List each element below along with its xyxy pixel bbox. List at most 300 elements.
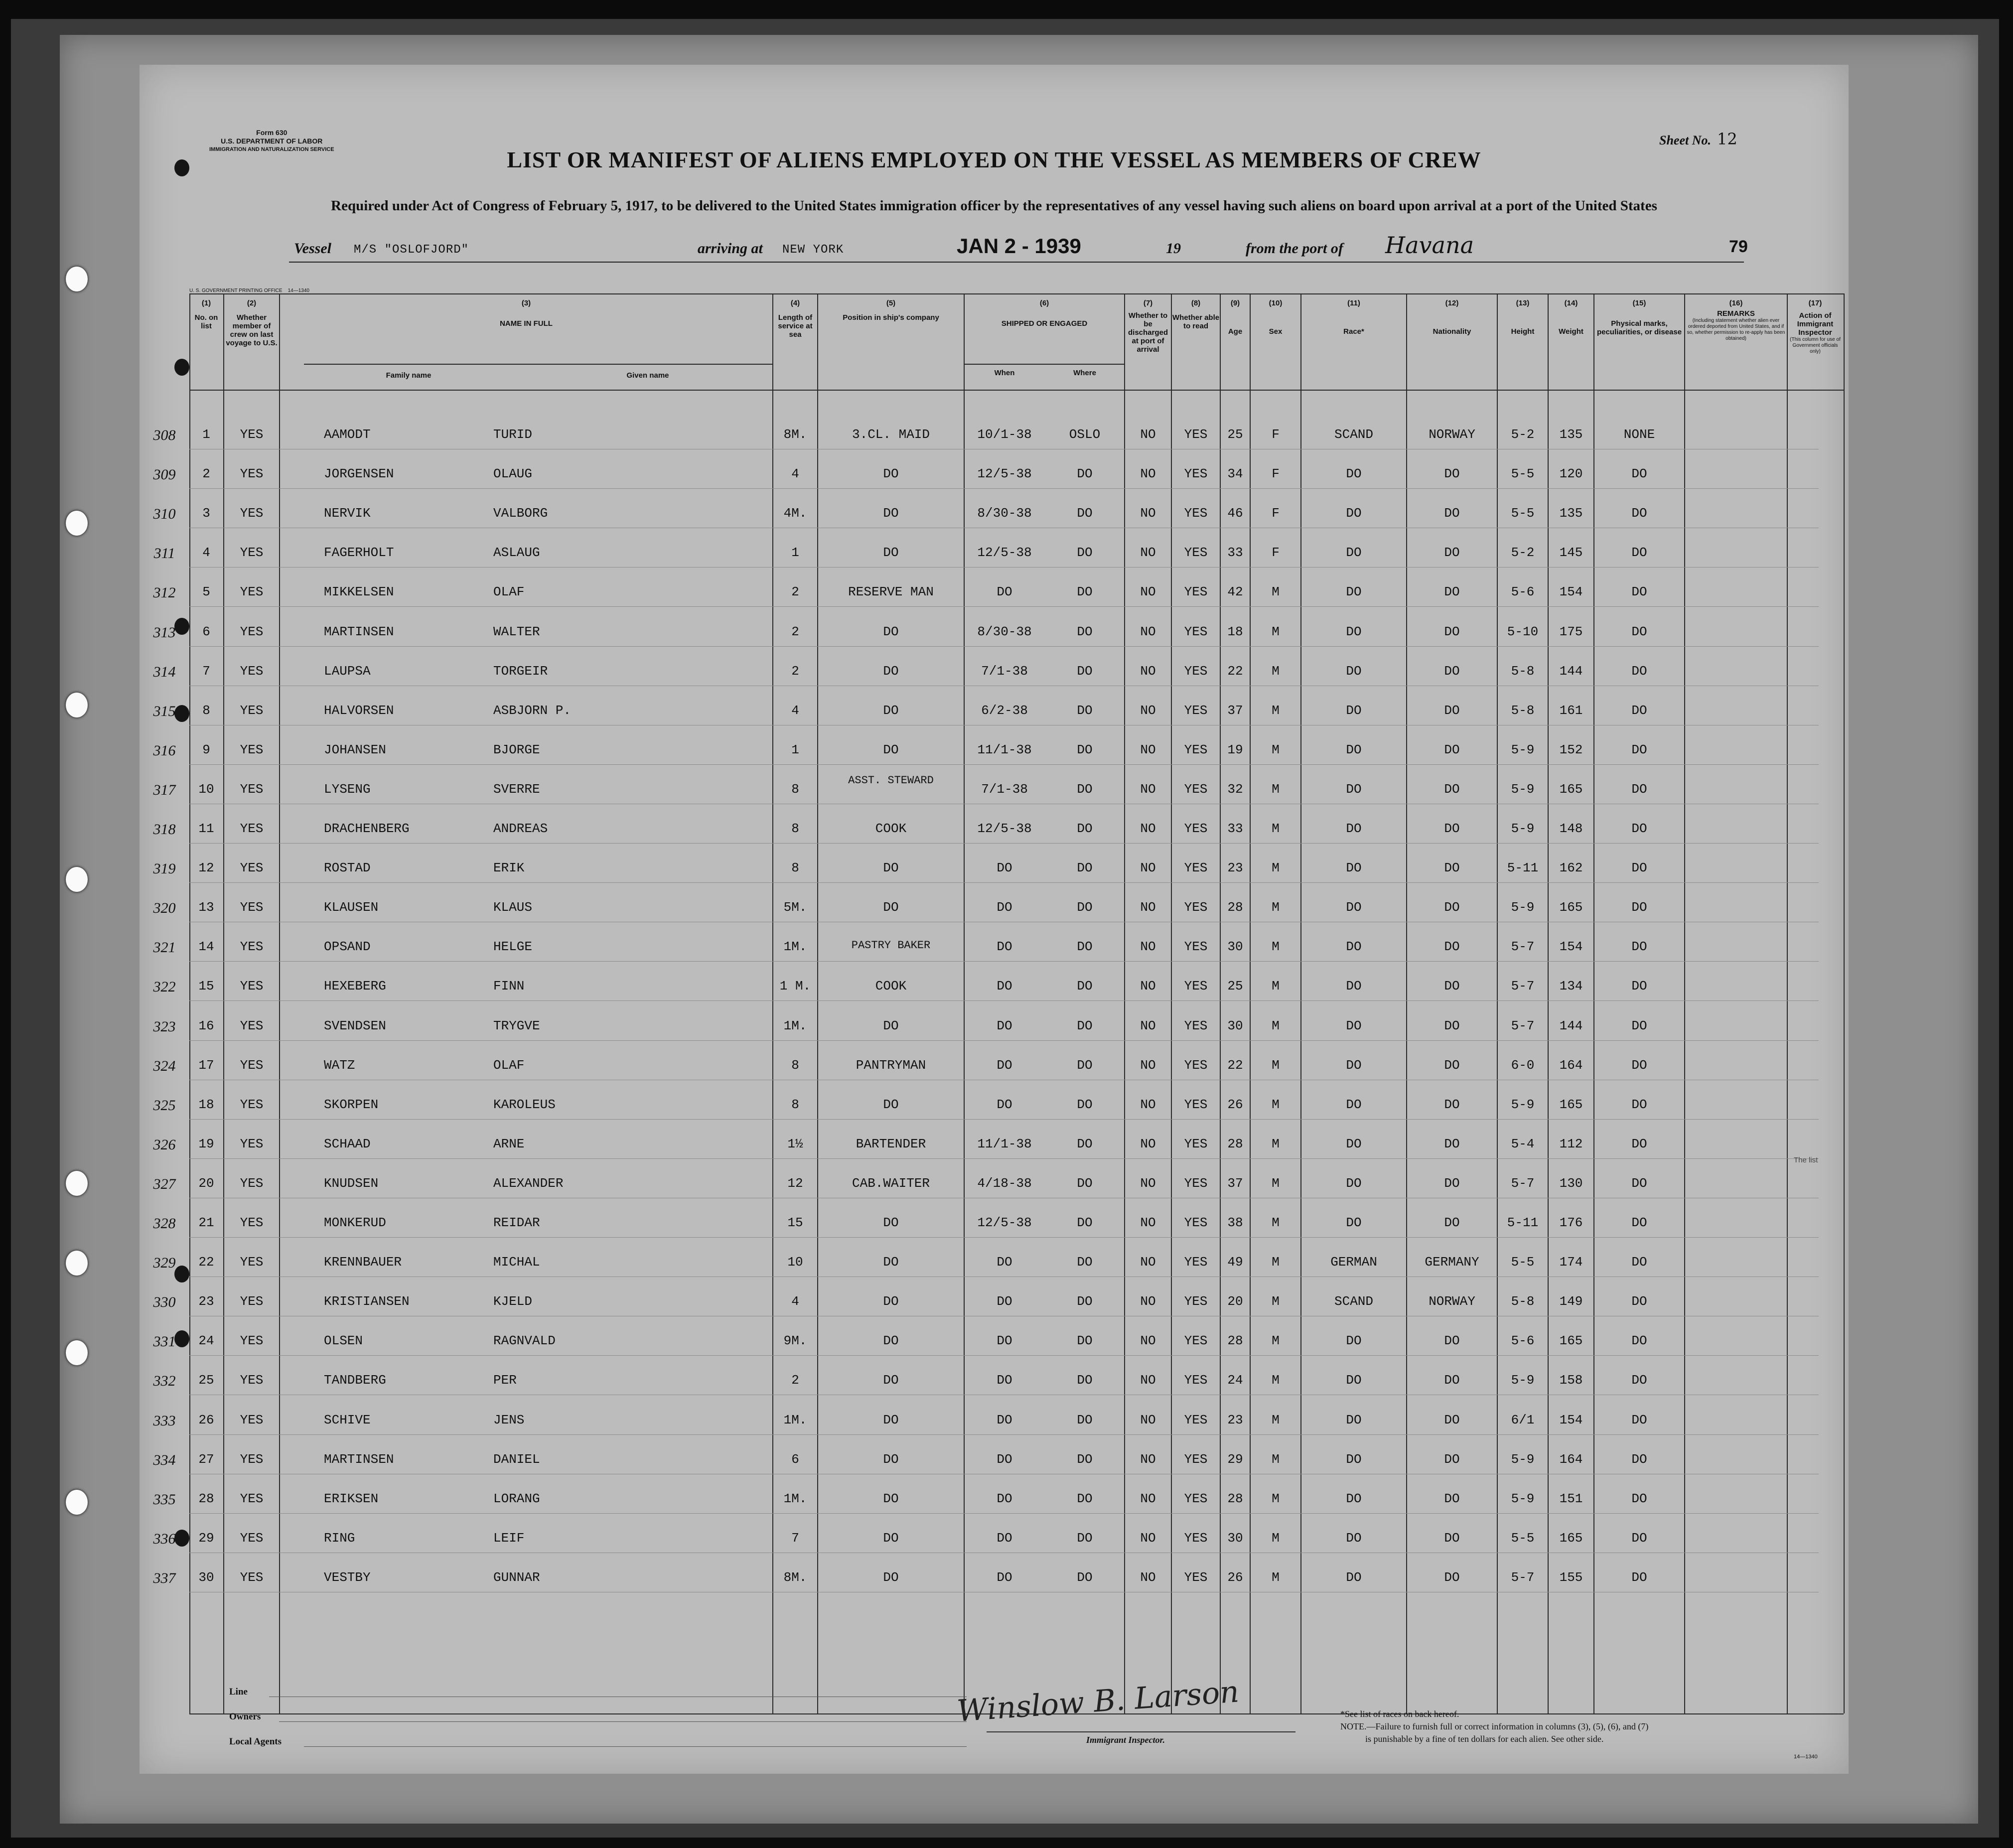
row-discharged: NO <box>1140 939 1156 954</box>
row-weight: 174 <box>1559 1255 1583 1270</box>
row-family-name: JOHANSEN <box>324 742 386 757</box>
row-weight: 154 <box>1559 939 1583 954</box>
row-service-length: 8 <box>791 1058 799 1073</box>
row-service-length: 8 <box>791 860 799 875</box>
service-name: IMMIGRATION AND NATURALIZATION SERVICE <box>209 146 334 152</box>
row-last-voyage: YES <box>240 584 264 599</box>
row-shipped-where: DO <box>1077 742 1093 757</box>
row-sex: M <box>1272 1018 1280 1033</box>
page-subtitle: Required under Act of Congress of February 5, 1917, to be delivered to the United States immigration officer by the representatives of any vessel having such aliens on board upon arrival at a port of the United States <box>331 198 1657 214</box>
row-age: 30 <box>1227 1531 1243 1546</box>
row-weight: 148 <box>1559 821 1583 836</box>
row-physical-marks: DO <box>1631 1176 1647 1191</box>
row-discharged: NO <box>1140 860 1156 875</box>
printing-office: U. S. GOVERNMENT PRINTING OFFICE 14—1340 <box>189 288 309 293</box>
row-able-to-read: YES <box>1184 742 1208 757</box>
row-age: 28 <box>1227 900 1243 915</box>
row-service-length: 2 <box>791 624 799 639</box>
row-position: BARTENDER <box>856 1137 926 1151</box>
row-able-to-read: YES <box>1184 860 1208 875</box>
arrival-date-stamp: JAN 2 - 1939 <box>957 234 1081 258</box>
row-shipped-where: DO <box>1077 624 1093 639</box>
row-shipped-when: 10/1-38 <box>977 427 1032 442</box>
row-rule <box>189 1237 1819 1238</box>
row-position: DO <box>883 1018 899 1033</box>
row-rule <box>189 764 1819 765</box>
row-number: 27 <box>198 1452 214 1467</box>
binder-hole <box>66 693 88 717</box>
row-family-name: KNUDSEN <box>324 1176 379 1191</box>
row-number: 23 <box>198 1294 214 1309</box>
row-weight: 149 <box>1559 1294 1583 1309</box>
row-able-to-read: YES <box>1184 703 1208 718</box>
row-shipped-where: DO <box>1077 1294 1093 1309</box>
row-last-voyage: YES <box>240 1294 264 1309</box>
row-nationality: DO <box>1444 1137 1460 1151</box>
row-rule <box>189 961 1819 962</box>
row-weight: 145 <box>1559 545 1583 560</box>
row-sex: M <box>1272 821 1280 836</box>
row-nationality: DO <box>1444 466 1460 481</box>
footer-rule <box>279 1721 967 1722</box>
column-rule <box>1787 293 1788 1713</box>
row-nationality: DO <box>1444 860 1460 875</box>
row-nationality: DO <box>1444 624 1460 639</box>
row-discharged: NO <box>1140 427 1156 442</box>
row-shipped-where: DO <box>1077 1413 1093 1427</box>
row-position: DO <box>883 1215 899 1230</box>
row-race: GERMAN <box>1330 1255 1377 1270</box>
row-position: PANTRYMAN <box>856 1058 926 1073</box>
row-sex: F <box>1272 506 1280 521</box>
row-discharged: NO <box>1140 1531 1156 1546</box>
row-physical-marks: DO <box>1631 1137 1647 1151</box>
row-height: 5-9 <box>1511 900 1535 915</box>
row-able-to-read: YES <box>1184 466 1208 481</box>
row-height: 5-7 <box>1511 939 1535 954</box>
row-last-voyage: YES <box>240 939 264 954</box>
row-service-length: 4 <box>791 466 799 481</box>
header-rule <box>965 364 1124 365</box>
footer-local-agents-label: Local Agents <box>229 1736 282 1747</box>
row-weight: 120 <box>1559 466 1583 481</box>
row-ref-number: 328 <box>153 1215 176 1232</box>
row-position: COOK <box>875 821 907 836</box>
row-shipped-where: DO <box>1077 1176 1093 1191</box>
row-weight: 154 <box>1559 1413 1583 1427</box>
row-height: 5-4 <box>1511 1137 1535 1151</box>
row-sex: M <box>1272 782 1280 797</box>
row-able-to-read: YES <box>1184 1413 1208 1427</box>
row-age: 37 <box>1227 703 1243 718</box>
row-shipped-where: DO <box>1077 506 1093 521</box>
row-shipped-when: DO <box>997 1452 1012 1467</box>
row-family-name: LYSENG <box>324 782 371 797</box>
row-sex: M <box>1272 1058 1280 1073</box>
row-family-name: SVENDSEN <box>324 1018 386 1033</box>
row-shipped-when: 7/1-38 <box>981 782 1028 797</box>
row-shipped-when: DO <box>997 1531 1012 1546</box>
vessel-name: M/S "OSLOFJORD" <box>354 243 469 257</box>
col-header-physical-marks: (15) Physical marks, peculiarities, or disease <box>1596 299 1682 336</box>
row-able-to-read: YES <box>1184 821 1208 836</box>
row-sex: M <box>1272 860 1280 875</box>
row-shipped-where: DO <box>1077 1491 1093 1506</box>
row-shipped-where: DO <box>1077 900 1093 915</box>
row-nationality: NORWAY <box>1429 427 1475 442</box>
row-given-name: PER <box>493 1373 517 1388</box>
row-discharged: NO <box>1140 1215 1156 1230</box>
row-position: DO <box>883 1097 899 1112</box>
row-height: 5-5 <box>1511 1531 1535 1546</box>
col-header-nationality: (12) Nationality <box>1433 299 1471 336</box>
row-family-name: HALVORSEN <box>324 703 394 718</box>
row-family-name: ERIKSEN <box>324 1491 379 1506</box>
row-rule <box>189 1434 1819 1435</box>
row-service-length: 8M. <box>783 427 807 442</box>
row-nationality: DO <box>1444 782 1460 797</box>
row-position: DO <box>883 1333 899 1348</box>
row-weight: 165 <box>1559 1097 1583 1112</box>
row-nationality: DO <box>1444 1215 1460 1230</box>
row-last-voyage: YES <box>240 545 264 560</box>
row-given-name: HELGE <box>493 939 533 954</box>
row-height: 6/1 <box>1511 1413 1535 1427</box>
row-physical-marks: DO <box>1631 624 1647 639</box>
row-age: 33 <box>1227 821 1243 836</box>
row-service-length: 4 <box>791 1294 799 1309</box>
row-last-voyage: YES <box>240 1058 264 1073</box>
row-race: DO <box>1346 782 1362 797</box>
row-sex: M <box>1272 939 1280 954</box>
row-given-name: OLAF <box>493 584 525 599</box>
row-age: 30 <box>1227 1018 1243 1033</box>
row-service-length: 7 <box>791 1531 799 1546</box>
row-service-length: 1 M. <box>779 979 811 994</box>
row-age: 28 <box>1227 1333 1243 1348</box>
row-last-voyage: YES <box>240 821 264 836</box>
row-physical-marks: DO <box>1631 939 1647 954</box>
row-sex: M <box>1272 1333 1280 1348</box>
row-position: DO <box>883 703 899 718</box>
row-age: 19 <box>1227 742 1243 757</box>
row-physical-marks: DO <box>1631 1531 1647 1546</box>
row-family-name: NERVIK <box>324 506 371 521</box>
row-last-voyage: YES <box>240 860 264 875</box>
row-weight: 155 <box>1559 1570 1583 1585</box>
row-age: 18 <box>1227 624 1243 639</box>
row-ref-number: 324 <box>153 1058 176 1074</box>
row-shipped-when: DO <box>997 1570 1012 1585</box>
footer-note-penalty-cont: is punishable by a fine of ten dollars for each alien. See other side. <box>1365 1734 1604 1744</box>
row-number: 26 <box>198 1413 214 1427</box>
row-discharged: NO <box>1140 1491 1156 1506</box>
binder-hole <box>66 1340 88 1365</box>
row-discharged: NO <box>1140 545 1156 560</box>
row-rule <box>189 1355 1819 1356</box>
row-given-name: FINN <box>493 979 525 994</box>
row-family-name: SCHAAD <box>324 1137 371 1151</box>
row-race: DO <box>1346 1373 1362 1388</box>
row-height: 5-9 <box>1511 742 1535 757</box>
col-header-position: (5) Position in ship's company <box>843 299 939 322</box>
row-rule <box>189 843 1819 844</box>
row-number: 6 <box>202 624 210 639</box>
row-shipped-where: DO <box>1077 979 1093 994</box>
row-ref-number: 310 <box>153 506 176 522</box>
row-weight: 162 <box>1559 860 1583 875</box>
row-given-name: KAROLEUS <box>493 1097 556 1112</box>
row-number: 24 <box>198 1333 214 1348</box>
col-header-shipped: (6) SHIPPED OR ENGAGED <box>1001 299 1088 328</box>
row-able-to-read: YES <box>1184 1215 1208 1230</box>
row-position: DO <box>883 1452 899 1467</box>
row-family-name: WATZ <box>324 1058 355 1073</box>
row-physical-marks: DO <box>1631 821 1647 836</box>
col-header-family-name: Family name <box>386 371 431 380</box>
row-race: DO <box>1346 979 1362 994</box>
row-shipped-where: DO <box>1077 1018 1093 1033</box>
row-family-name: RING <box>324 1531 355 1546</box>
row-height: 5-7 <box>1511 1018 1535 1033</box>
row-last-voyage: YES <box>240 506 264 521</box>
row-able-to-read: YES <box>1184 664 1208 679</box>
row-service-length: 1 <box>791 742 799 757</box>
footer-code: 14—1340 <box>1794 1754 1818 1760</box>
row-position: DO <box>883 742 899 757</box>
col-header-service: (4) Length of service at sea <box>778 299 813 339</box>
row-weight: 175 <box>1559 624 1583 639</box>
row-weight: 164 <box>1559 1452 1583 1467</box>
row-service-length: 1 <box>791 545 799 560</box>
row-position: DO <box>883 1413 899 1427</box>
row-given-name: RAGNVALD <box>493 1333 556 1348</box>
row-shipped-when: DO <box>997 1255 1012 1270</box>
row-discharged: NO <box>1140 1255 1156 1270</box>
row-race: DO <box>1346 900 1362 915</box>
row-sex: F <box>1272 545 1280 560</box>
row-last-voyage: YES <box>240 742 264 757</box>
row-ref-number: 331 <box>153 1333 176 1350</box>
row-age: 37 <box>1227 1176 1243 1191</box>
row-race: DO <box>1346 1137 1362 1151</box>
row-race: DO <box>1346 584 1362 599</box>
row-service-length: 12 <box>787 1176 803 1191</box>
binder-hole <box>66 1171 88 1196</box>
row-weight: 165 <box>1559 1333 1583 1348</box>
row-height: 5-11 <box>1507 1215 1539 1230</box>
row-sex: M <box>1272 584 1280 599</box>
row-sex: M <box>1272 624 1280 639</box>
row-nationality: DO <box>1444 742 1460 757</box>
row-discharged: NO <box>1140 1452 1156 1467</box>
row-given-name: ANDREAS <box>493 821 548 836</box>
row-last-voyage: YES <box>240 624 264 639</box>
row-ref-number: 314 <box>153 664 176 680</box>
row-shipped-where: DO <box>1077 1570 1093 1585</box>
row-last-voyage: YES <box>240 900 264 915</box>
row-physical-marks: DO <box>1631 466 1647 481</box>
row-given-name: KLAUS <box>493 900 533 915</box>
row-ref-number: 320 <box>153 900 176 916</box>
row-height: 5-2 <box>1511 545 1535 560</box>
row-weight: 165 <box>1559 1531 1583 1546</box>
row-family-name: OLSEN <box>324 1333 363 1348</box>
inspector-signature: Winslow B. Larson <box>956 1674 1240 1729</box>
year-label: 19 <box>1166 240 1181 257</box>
row-sex: M <box>1272 1413 1280 1427</box>
row-race: DO <box>1346 1413 1362 1427</box>
row-family-name: FAGERHOLT <box>324 545 394 560</box>
row-service-length: 9M. <box>783 1333 807 1348</box>
row-height: 5-7 <box>1511 1176 1535 1191</box>
row-shipped-where: DO <box>1077 1058 1093 1073</box>
row-given-name: ASLAUG <box>493 545 540 560</box>
row-discharged: NO <box>1140 1570 1156 1585</box>
row-service-length: 2 <box>791 1373 799 1388</box>
from-port-value: Havana <box>1385 232 1474 259</box>
row-last-voyage: YES <box>240 664 264 679</box>
row-physical-marks: DO <box>1631 1570 1647 1585</box>
row-discharged: NO <box>1140 821 1156 836</box>
row-rule <box>189 488 1819 489</box>
row-shipped-where: DO <box>1077 821 1093 836</box>
row-service-length: 1M. <box>783 1491 807 1506</box>
row-discharged: NO <box>1140 1018 1156 1033</box>
row-discharged: NO <box>1140 1097 1156 1112</box>
row-nationality: DO <box>1444 1333 1460 1348</box>
row-rule <box>189 1119 1819 1120</box>
row-age: 23 <box>1227 1413 1243 1427</box>
row-age: 25 <box>1227 427 1243 442</box>
row-able-to-read: YES <box>1184 1097 1208 1112</box>
row-given-name: REIDAR <box>493 1215 540 1230</box>
row-able-to-read: YES <box>1184 1137 1208 1151</box>
row-position: DO <box>883 1373 899 1388</box>
row-position: PASTRY BAKER <box>851 939 931 952</box>
row-given-name: ASBJORN P. <box>493 703 572 718</box>
row-weight: 130 <box>1559 1176 1583 1191</box>
row-family-name: AAMODT <box>324 427 371 442</box>
row-discharged: NO <box>1140 1373 1156 1388</box>
signature-rule <box>987 1731 1295 1732</box>
form-number: Form 630 <box>256 129 288 137</box>
row-weight: 134 <box>1559 979 1583 994</box>
row-age: 28 <box>1227 1137 1243 1151</box>
row-given-name: KJELD <box>493 1294 533 1309</box>
row-physical-marks: DO <box>1631 545 1647 560</box>
row-last-voyage: YES <box>240 1176 264 1191</box>
col-header-last-voyage: (2) Whether member of crew on last voyage to U.S. <box>226 299 278 347</box>
column-rule <box>1684 293 1685 1713</box>
row-able-to-read: YES <box>1184 1255 1208 1270</box>
row-given-name: TURID <box>493 427 533 442</box>
row-nationality: DO <box>1444 1452 1460 1467</box>
row-discharged: NO <box>1140 624 1156 639</box>
row-ref-number: 326 <box>153 1137 176 1153</box>
row-service-length: 1M. <box>783 1413 807 1427</box>
row-number: 17 <box>198 1058 214 1073</box>
row-height: 5-6 <box>1511 1333 1535 1348</box>
row-discharged: NO <box>1140 1413 1156 1427</box>
row-discharged: NO <box>1140 1176 1156 1191</box>
row-able-to-read: YES <box>1184 782 1208 797</box>
row-family-name: KRISTIANSEN <box>324 1294 410 1309</box>
row-sex: M <box>1272 1531 1280 1546</box>
row-able-to-read: YES <box>1184 939 1208 954</box>
row-family-name: MARTINSEN <box>324 1452 394 1467</box>
row-ref-number: 318 <box>153 821 176 838</box>
row-ref-number: 313 <box>153 624 176 641</box>
row-number: 14 <box>198 939 214 954</box>
row-physical-marks: DO <box>1631 1333 1647 1348</box>
row-last-voyage: YES <box>240 466 264 481</box>
row-able-to-read: YES <box>1184 584 1208 599</box>
row-discharged: NO <box>1140 742 1156 757</box>
row-shipped-when: 12/5-38 <box>977 821 1032 836</box>
row-sex: M <box>1272 1176 1280 1191</box>
row-discharged: NO <box>1140 979 1156 994</box>
binder-hole <box>66 1251 88 1276</box>
row-physical-marks: DO <box>1631 584 1647 599</box>
row-nationality: DO <box>1444 506 1460 521</box>
row-ref-number: 315 <box>153 703 176 719</box>
row-able-to-read: YES <box>1184 624 1208 639</box>
row-weight: 165 <box>1559 782 1583 797</box>
row-discharged: NO <box>1140 703 1156 718</box>
row-rule <box>189 1040 1819 1041</box>
col-header-age: (9) Age <box>1228 299 1243 336</box>
row-position: DO <box>883 545 899 560</box>
row-shipped-when: DO <box>997 979 1012 994</box>
row-position: DO <box>883 1491 899 1506</box>
row-position: CAB.WAITER <box>852 1176 930 1191</box>
row-race: DO <box>1346 1058 1362 1073</box>
row-nationality: DO <box>1444 939 1460 954</box>
row-family-name: JORGENSEN <box>324 466 394 481</box>
row-nationality: DO <box>1444 979 1460 994</box>
row-position: DO <box>883 624 899 639</box>
row-physical-marks: DO <box>1631 1255 1647 1270</box>
col-header-remarks: (16) REMARKS (Including statement whether alien ever ordered deported from United States, and if so, whether permission to re-apply has been obtained) <box>1687 299 1785 341</box>
row-given-name: GUNNAR <box>493 1570 540 1585</box>
row-given-name: JENS <box>493 1413 525 1427</box>
col-header-race: (11) Race* <box>1343 299 1364 336</box>
row-height: 5-5 <box>1511 1255 1535 1270</box>
binder-hole <box>66 867 88 892</box>
row-position: DO <box>883 466 899 481</box>
from-port-label: from the port of <box>1246 240 1343 257</box>
row-physical-marks: DO <box>1631 664 1647 679</box>
row-weight: 161 <box>1559 703 1583 718</box>
row-ref-number: 333 <box>153 1413 176 1429</box>
row-sex: M <box>1272 1097 1280 1112</box>
row-height: 5-9 <box>1511 782 1535 797</box>
row-family-name: TANDBERG <box>324 1373 386 1388</box>
row-race: DO <box>1346 1570 1362 1585</box>
row-family-name: HEXEBERG <box>324 979 386 994</box>
row-sex: F <box>1272 466 1280 481</box>
row-shipped-where: DO <box>1077 860 1093 875</box>
row-last-voyage: YES <box>240 703 264 718</box>
row-age: 33 <box>1227 545 1243 560</box>
row-given-name: WALTER <box>493 624 540 639</box>
col-header-no: (1) No. on list <box>194 299 218 330</box>
footer-rule <box>304 1746 967 1747</box>
row-physical-marks: DO <box>1631 742 1647 757</box>
row-ref-number: 337 <box>153 1570 176 1586</box>
row-sex: M <box>1272 1255 1280 1270</box>
